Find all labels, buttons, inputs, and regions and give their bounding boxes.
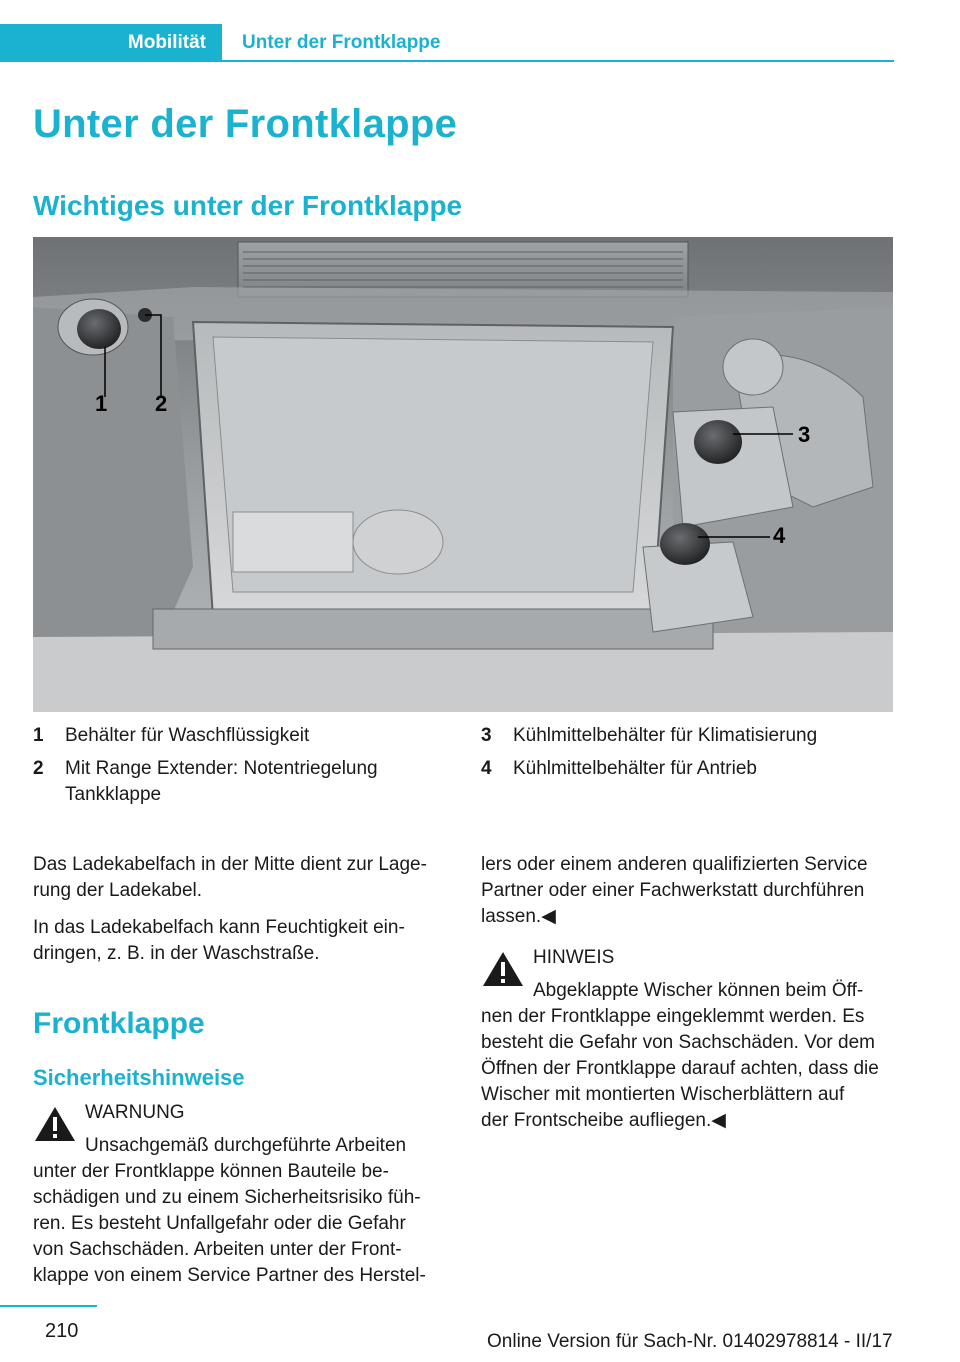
page-header	[0, 24, 894, 62]
legend-item-3	[481, 723, 901, 751]
text-line: Öffnen der Frontklappe darauf achten, dass die	[481, 1058, 879, 1079]
section-tab-label: Mobilität	[127, 32, 206, 53]
page-number: 210	[45, 1320, 79, 1342]
text-line: Das Ladekabelfach in der Mitte dient zur Lage-	[33, 854, 427, 875]
text-line: lers oder einem anderen qualifizierten Service	[481, 854, 868, 875]
paragraph	[33, 852, 427, 904]
legend-number: 2	[33, 758, 44, 779]
callout-3: 3	[798, 422, 811, 447]
text-line: von Sachschäden. Arbeiten unter der Front-	[33, 1239, 402, 1260]
text-line: schädigen und zu einem Sicherheitsrisiko füh-	[33, 1187, 421, 1208]
text-line: Abgeklappte Wischer können beim Öff-	[533, 980, 864, 1001]
legend-item-1	[33, 723, 453, 751]
warning-continuation	[481, 852, 868, 930]
warning-text	[33, 1133, 426, 1289]
paragraph	[33, 915, 405, 967]
header-rule	[222, 60, 894, 62]
legend-number: 3	[481, 725, 492, 746]
engine-bay-illustration	[33, 237, 893, 712]
footer-rule	[0, 1305, 97, 1307]
note-text	[481, 978, 879, 1134]
legend-item-4	[481, 756, 901, 784]
warning-label: WARNUNG	[85, 1102, 185, 1123]
callout-2: 2	[155, 391, 168, 416]
online-version-note: Online Version für Sach-Nr. 01402978814 - II/17	[487, 1331, 893, 1352]
text-line: In das Ladekabelfach kann Feuchtigkeit ein-	[33, 917, 405, 938]
legend-text: Behälter für Waschflüssigkeit	[65, 725, 310, 746]
text-line: der Frontscheibe aufliegen.◀	[481, 1110, 726, 1131]
text-line: Wischer mit montierten Wischerblättern auf	[481, 1084, 845, 1105]
text-line: Partner oder einer Fachwerkstatt durchführen	[481, 880, 865, 901]
text-line: rung der Ladekabel.	[33, 880, 203, 901]
legend-text: Tankklappe	[65, 784, 162, 805]
callout-1: 1	[95, 391, 108, 416]
text-line: dringen, z. B. in der Waschstraße.	[33, 943, 320, 964]
legend-item-2	[33, 756, 453, 810]
text-line: lassen.◀	[481, 906, 556, 927]
legend-text: Kühlmittelbehälter für Klimatisierung	[513, 725, 818, 746]
text-line: klappe von einem Service Partner des Herstel-	[33, 1265, 426, 1286]
callout-4: 4	[773, 523, 786, 548]
legend-text: Mit Range Extender: Notentriegelung	[65, 758, 378, 779]
text-line: nen der Frontklappe eingeklemmt werden. Es	[481, 1006, 865, 1027]
legend-text: Kühlmittelbehälter für Antrieb	[513, 758, 757, 779]
text-line: Unsachgemäß durchgeführte Arbeiten	[85, 1135, 407, 1156]
legend-number: 4	[481, 758, 492, 779]
section-tab[interactable]	[0, 24, 222, 62]
section-heading: Frontklappe	[33, 1007, 205, 1040]
engine-bay-figure	[33, 237, 893, 712]
sub-heading: Sicherheitshinweise	[33, 1065, 245, 1090]
page-subtitle: Wichtiges unter der Frontklappe	[33, 190, 463, 221]
breadcrumb[interactable]: Unter der Frontklappe	[242, 32, 441, 53]
page-title: Unter der Frontklappe	[33, 102, 458, 146]
note-label: HINWEIS	[533, 947, 615, 968]
legend-number: 1	[33, 725, 44, 746]
text-line: unter der Frontklappe können Bauteile be-	[33, 1161, 389, 1182]
text-line: besteht die Gefahr von Sachschäden. Vor dem	[481, 1032, 875, 1053]
text-line: ren. Es besteht Unfallgefahr oder die Gefahr	[33, 1213, 406, 1234]
